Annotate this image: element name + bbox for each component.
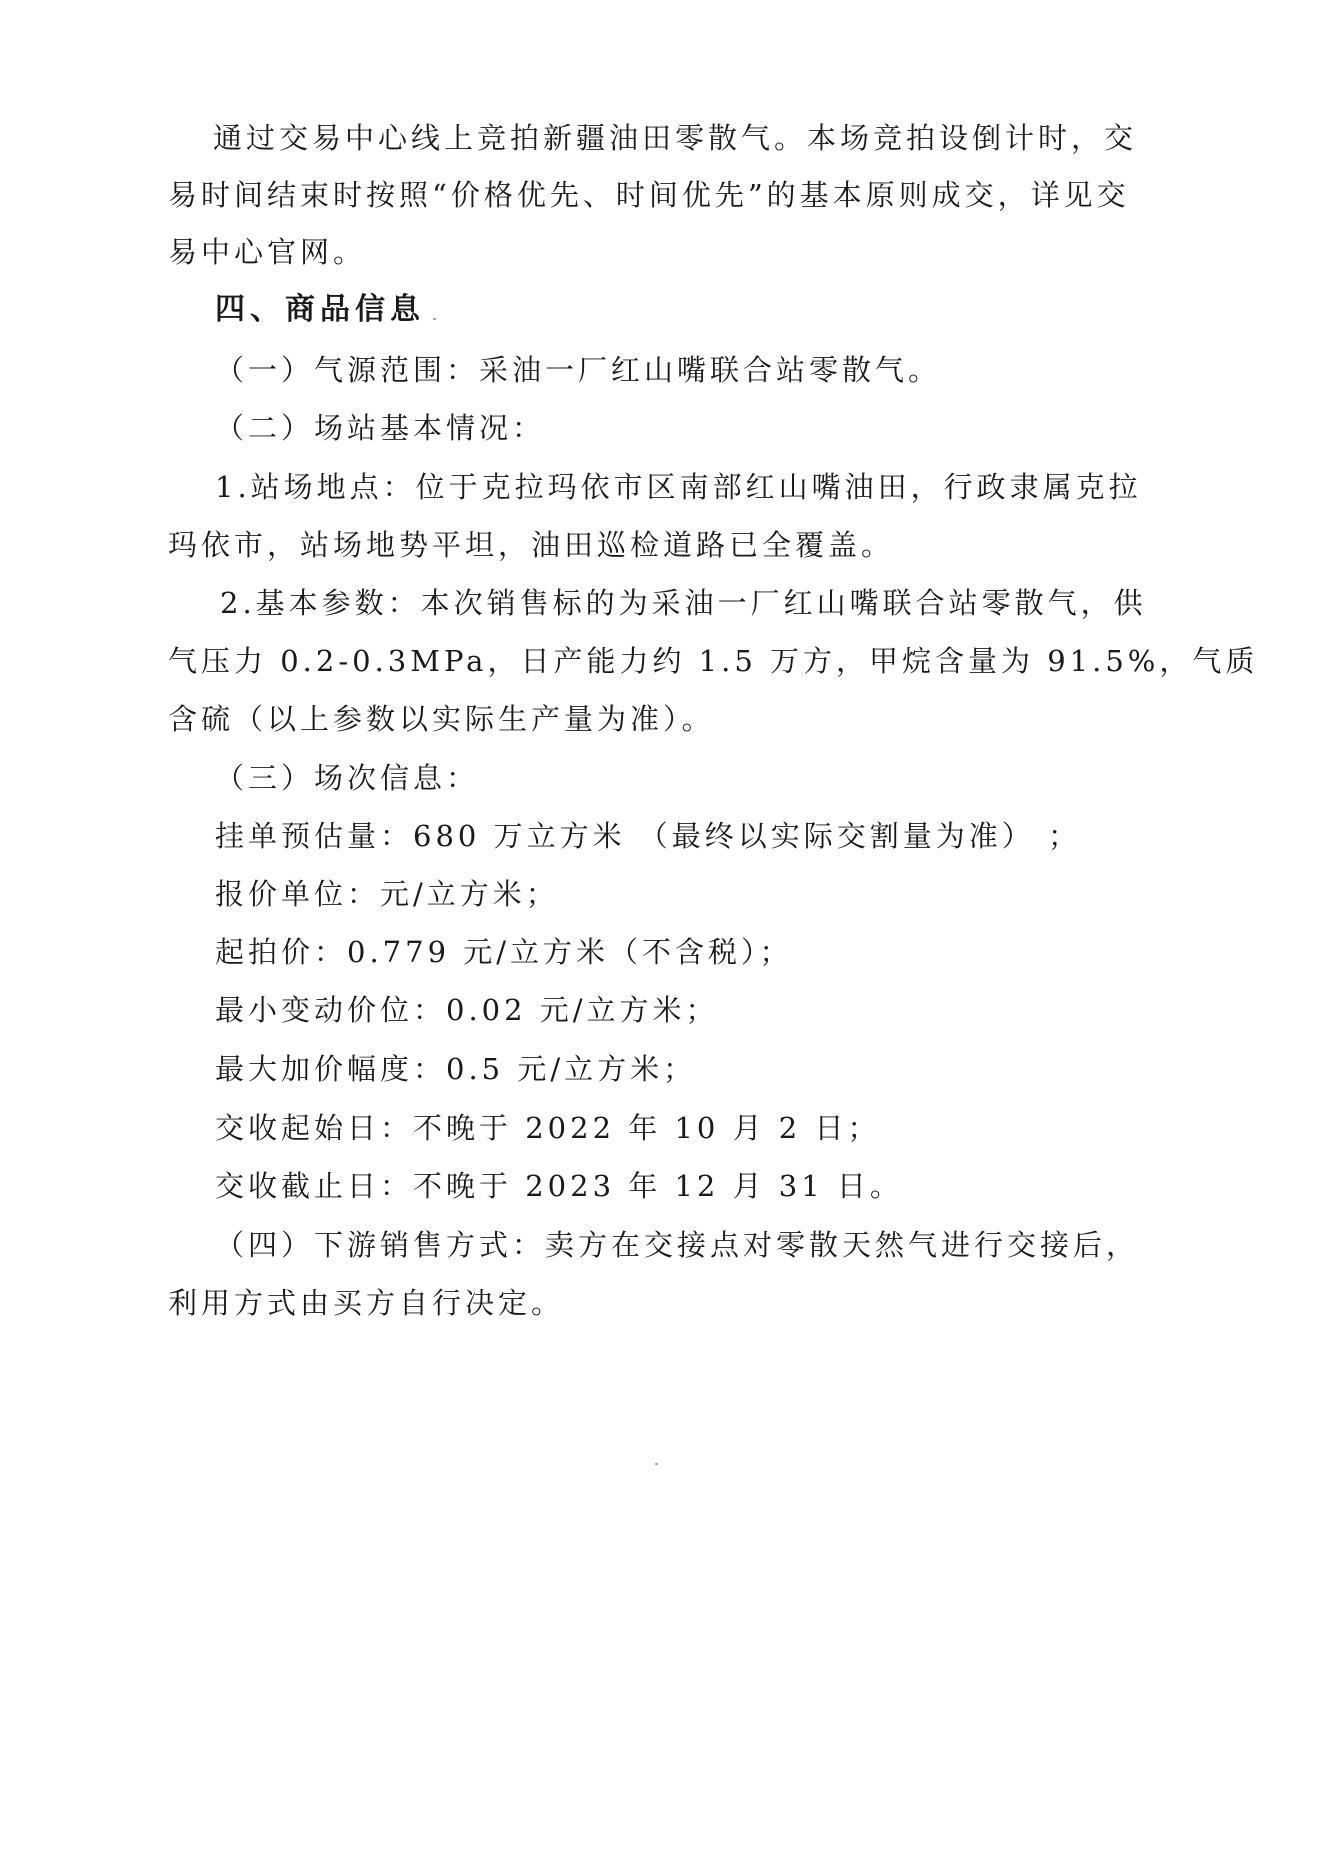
- section-heading: 四、商品信息: [215, 292, 425, 327]
- intro-line-1: 通过交易中心线上竞拍新疆油田零散气。本场竞拍设倒计时，交: [213, 121, 1138, 155]
- scan-speck: [655, 1463, 658, 1465]
- gas-source: （一）气源范围：采油一厂红山嘴联合站零散气。: [215, 353, 942, 387]
- scan-speck: [433, 318, 436, 320]
- params-line-2: 气压力 0.2-0.3MPa，日产能力约 1.5 万方，甲烷含量为 91.5%，气质: [168, 644, 1259, 678]
- intro-line-3: 易中心官网。: [168, 235, 367, 269]
- delivery-end: 交收截止日：不晚于 2023 年 12 月 31 日。: [215, 1169, 903, 1203]
- params-line-1: 2.基本参数：本次销售标的为采油一厂红山嘴联合站零散气，供: [220, 586, 1147, 620]
- starting-price: 起拍价：0.779 元/立方米（不含税）；: [215, 935, 793, 969]
- params-line-3: 含硫（以上参数以实际生产量为准）。: [168, 702, 715, 736]
- downstream-line-1: （四）下游销售方式：卖方在交接点对零散天然气进行交接后，: [215, 1228, 1140, 1262]
- delivery-start: 交收起始日：不晚于 2022 年 10 月 2 日；: [215, 1111, 881, 1145]
- min-increment: 最小变动价位：0.02 元/立方米；: [215, 993, 719, 1027]
- max-markup: 最大加价幅度：0.5 元/立方米；: [215, 1052, 697, 1086]
- location-line-2: 玛依市，站场地势平坦，油田巡检道路已全覆盖。: [168, 528, 895, 562]
- station-heading: （二）场站基本情况：: [215, 411, 546, 445]
- downstream-line-2: 利用方式由买方自行决定。: [168, 1286, 565, 1320]
- price-unit: 报价单位：元/立方米；: [215, 877, 559, 911]
- intro-line-2: 易时间结束时按照“价格优先、时间优先”的基本原则成交，详见交: [168, 178, 1130, 212]
- session-heading: （三）场次信息：: [215, 761, 480, 795]
- listing-volume: 挂单预估量：680 万立方米 （最终以实际交割量为准） ；: [215, 819, 1082, 853]
- location-line-1: 1.站场地点：位于克拉玛依市区南部红山嘴油田，行政隶属克拉: [215, 470, 1142, 504]
